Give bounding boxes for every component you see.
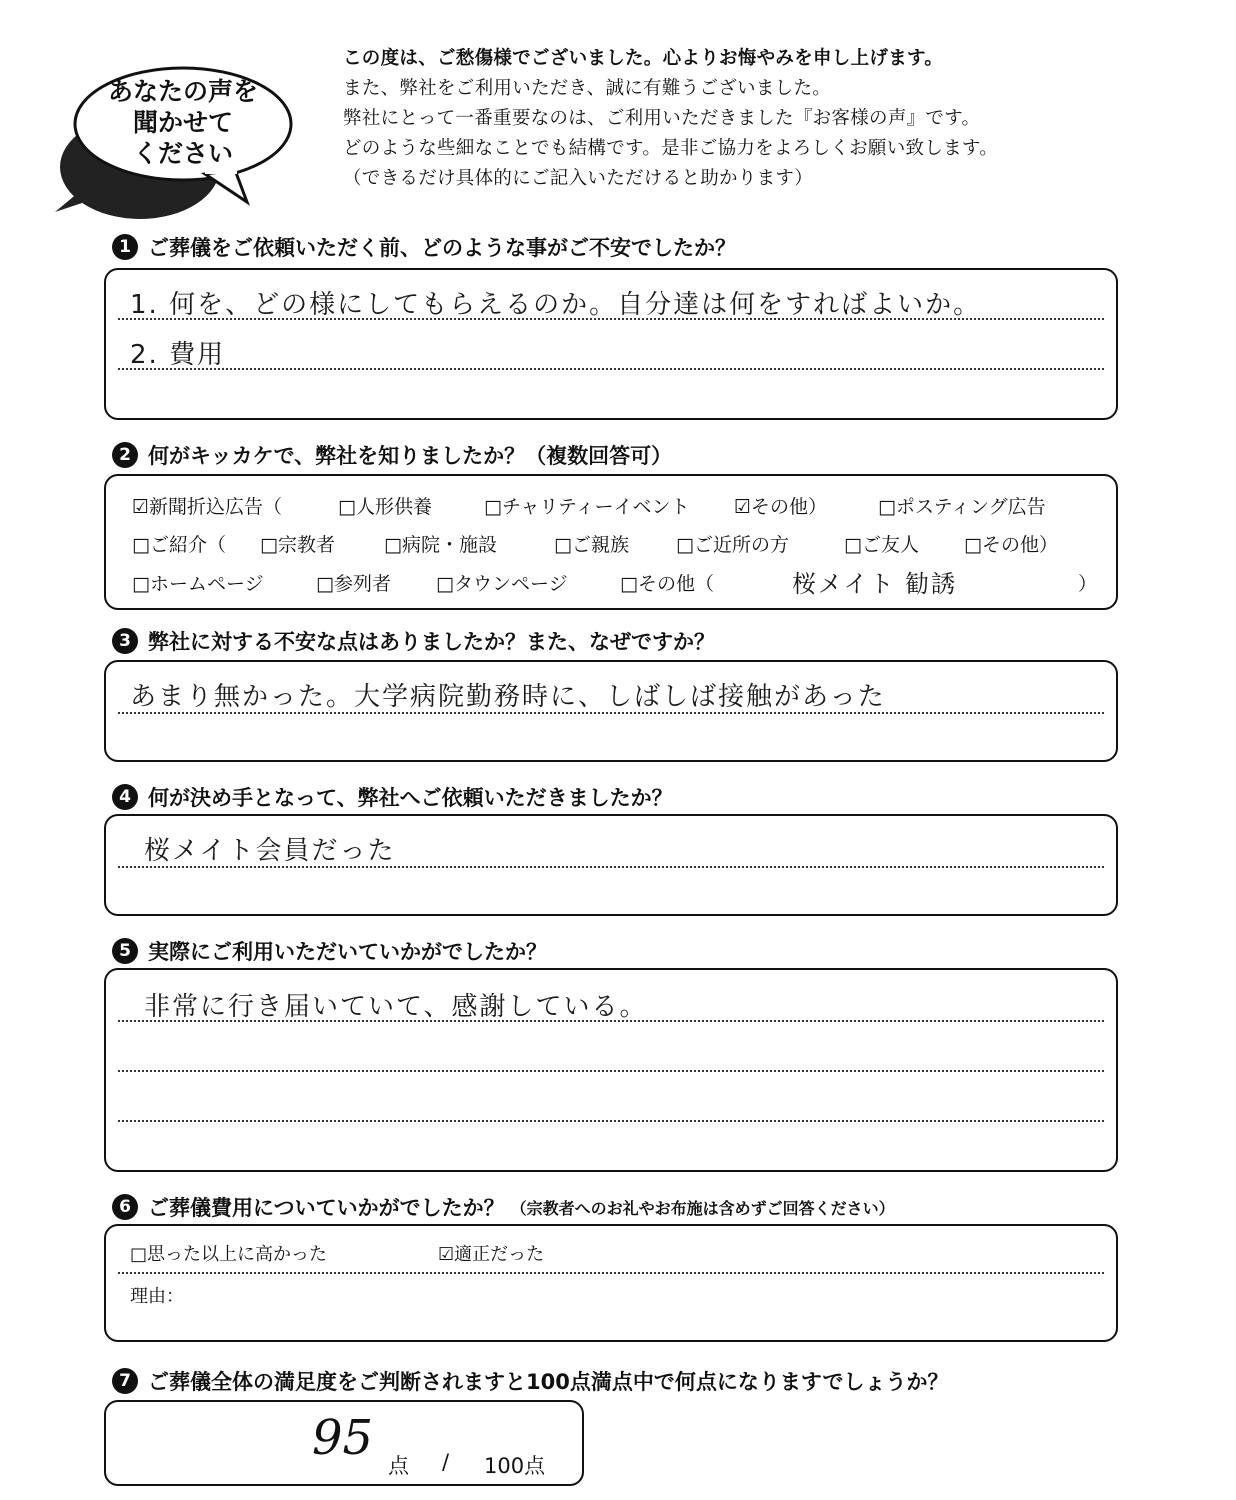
question-number-badge: 2 [112, 442, 138, 468]
option-friends[interactable]: □ご友人 [844, 534, 919, 556]
intro-line: （できるだけ具体的にご記入いただけると助かります） [343, 168, 814, 189]
option-clergy[interactable]: □宗教者 [260, 534, 335, 556]
question-1-answer-line-1: 1. 何を、どの様にしてもらえるのか。自分達は何をすればよいか。 [130, 290, 982, 320]
option-homepage[interactable]: □ホームページ [132, 573, 264, 595]
question-6-note: （宗教者へのお礼やお布施は含めずご回答ください） [510, 1198, 895, 1218]
option-town-page[interactable]: □タウンページ [436, 573, 568, 595]
option-more-expensive[interactable]: □思った以上に高かった [130, 1244, 328, 1265]
intro-line: この度は、ご愁傷様でございました。心よりお悔やみを申し上げます。 [343, 48, 944, 69]
option-newspaper-insert[interactable]: ☑新聞折込広告（ [132, 496, 283, 518]
question-6-text: ご葬儀費用についていかがでしたか？ [148, 1196, 505, 1220]
question-6-answer-box [104, 1224, 1118, 1342]
question-1-heading [112, 232, 736, 262]
question-4-answer-box[interactable] [104, 814, 1118, 916]
option-other-3-answer: 桜メイト 勧誘 [792, 570, 958, 598]
score-unit: 点 [388, 1454, 409, 1478]
question-number-badge: 4 [112, 784, 138, 810]
bubble-line-1: あなたの声を [107, 77, 258, 106]
option-charity-event[interactable]: □チャリティーイベント [484, 496, 690, 518]
question-2-options-box [104, 474, 1118, 610]
option-doll-memorial[interactable]: □人形供養 [338, 496, 432, 518]
reason-label: 理由： [130, 1286, 184, 1307]
option-other-1[interactable]: ☑その他） [734, 496, 828, 518]
option-attendee[interactable]: □参列者 [316, 573, 391, 595]
question-7-text: ご葬儀全体の満足度をご判断されますと100点満点中で何点になりますでしょうか？ [148, 1370, 949, 1394]
bubble-line-3: ください [132, 139, 233, 168]
score-total: 100点 [484, 1454, 546, 1478]
question-5-heading [112, 936, 547, 966]
option-posting-ad[interactable]: □ポスティング広告 [878, 496, 1046, 518]
question-number-badge: 5 [112, 938, 138, 964]
intro-line: 弊社にとって一番重要なのは、ご利用いただきました『お客様の声』です。 [343, 108, 981, 129]
question-6-heading [112, 1192, 895, 1222]
question-2-heading [112, 440, 672, 470]
question-1-answer-line-2: 2. 費用 [130, 340, 226, 370]
question-5-answer-box[interactable] [104, 968, 1118, 1172]
option-other-3[interactable]: □その他（ [620, 573, 714, 595]
question-number-badge: 7 [112, 1368, 138, 1394]
question-number-badge: 3 [112, 628, 138, 654]
option-referral[interactable]: □ご紹介（ [132, 534, 226, 556]
option-other-2[interactable]: □その他） [964, 534, 1058, 556]
question-3-heading [112, 626, 715, 656]
question-4-heading [112, 782, 673, 812]
option-appropriate[interactable]: ☑適正だった [438, 1244, 545, 1265]
score-value: 95 [312, 1410, 374, 1466]
intro-line: また、弊社をご利用いただき、誠に有難うございました。 [343, 78, 832, 99]
option-hospital[interactable]: □病院・施設 [384, 534, 497, 556]
voice-speech-bubble [55, 62, 300, 222]
score-slash: / [442, 1450, 450, 1474]
question-number-badge: 1 [112, 234, 138, 260]
option-relatives[interactable]: □ご親族 [554, 534, 629, 556]
bubble-text [83, 76, 283, 169]
question-7-heading [112, 1366, 948, 1396]
bubble-line-2: 聞かせて [132, 108, 233, 137]
question-4-text: 何が決め手となって、弊社へご依頼いただきましたか？ [148, 786, 673, 810]
question-number-badge: 6 [112, 1194, 138, 1220]
question-4-answer: 桜メイト会員だった [144, 836, 396, 866]
question-3-answer-box[interactable] [104, 660, 1118, 762]
question-7-score-box[interactable] [104, 1400, 584, 1486]
intro-line: どのような些細なことでも結構です。是非ご協力をよろしくお願い致します。 [343, 138, 999, 159]
question-5-answer: 非常に行き届いていて、感謝している。 [144, 992, 648, 1022]
question-1-text: ご葬儀をご依頼いただく前、どのような事がご不安でしたか？ [148, 236, 736, 260]
option-other-3-close: ） [1078, 573, 1098, 595]
question-3-answer: あまり無かった。大学病院勤務時に、しばしば接触があった [130, 682, 886, 712]
question-1-answer-box[interactable] [104, 268, 1118, 420]
question-3-text: 弊社に対する不安な点はありましたか？また、なぜですか？ [148, 630, 715, 654]
question-2-text: 何がキッカケで、弊社を知りましたか？（複数回答可） [148, 444, 673, 468]
option-neighbors[interactable]: □ご近所の方 [676, 534, 789, 556]
intro-paragraph [343, 44, 998, 194]
question-5-text: 実際にご利用いただいていかがでしたか？ [148, 940, 547, 964]
